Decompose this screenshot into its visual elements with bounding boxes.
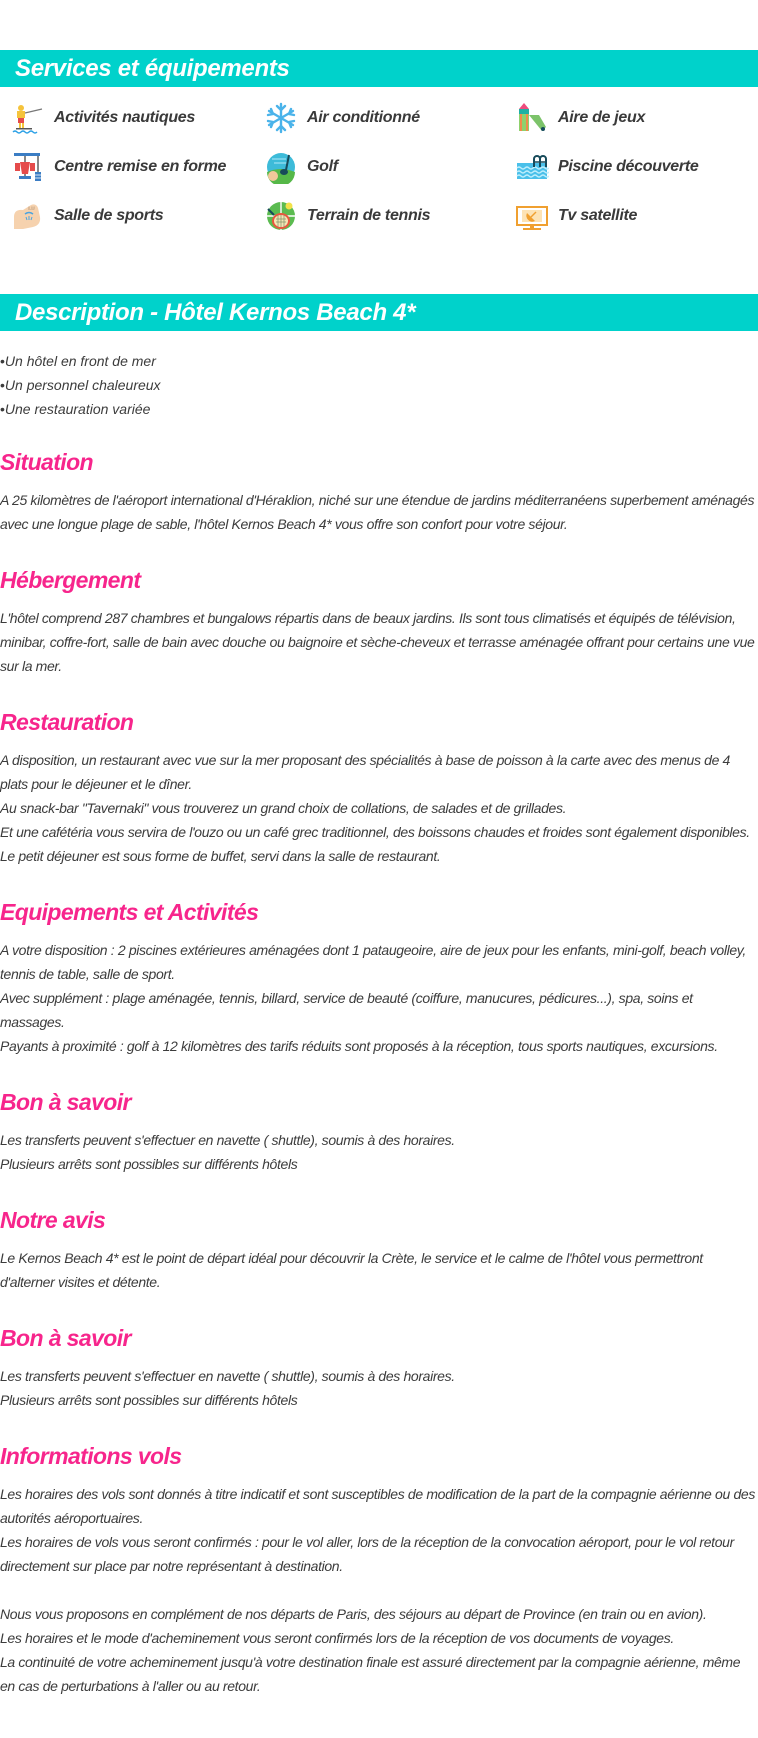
- section-good-to-know-2: [0, 1320, 758, 1412]
- section-paragraph: Les transferts peuvent s'effectuer en navette ( shuttle), soumis à des horaires.: [0, 1368, 455, 1384]
- service-label: Terrain de tennis: [307, 207, 431, 224]
- service-item-fitness-center: [0, 149, 226, 185]
- snowflake-icon: [263, 100, 299, 136]
- section-heading: Hébergement: [0, 567, 141, 593]
- section-paragraph: Nous vous proposons en complément de nos départs de Paris, des séjours au départ de Province (en train ou en avion).: [0, 1606, 707, 1622]
- service-label: Aire de jeux: [558, 109, 646, 126]
- section-paragraph: A disposition, un restaurant avec vue sur la mer proposant des spécialités à base de poisson à la carte avec des menus de 4 plats pour le déjeuner et le dîner.: [0, 752, 730, 792]
- section-paragraph: A votre disposition : 2 piscines extérieures aménagées dont 1 pataugeoire, aire de jeux pour les enfants, mini-golf, beach volley, tennis de table, salle de sport.: [0, 942, 746, 982]
- section-paragraph: Les horaires de vols vous seront confirmés : pour le vol aller, lors de la réception de la convocation aéroport, pour le vol retour directement sur place par notre représentant à destination.: [0, 1534, 734, 1574]
- section-paragraph: L'hôtel comprend 287 chambres et bungalows répartis dans de beaux jardins. Ils sont tous climatisés et équipés de télévision, minibar, coffre-fort, salle de bain avec douche ou baignoire et sèche-cheveux et terrasse aménagée offrant pour certains une vue sur la mer.: [0, 610, 755, 674]
- highlights-list: [0, 349, 161, 421]
- section-paragraph: Les transferts peuvent s'effectuer en navette ( shuttle), soumis à des horaires.: [0, 1132, 455, 1148]
- fitness-machine-icon: [10, 149, 46, 185]
- service-item-satellite-tv: [504, 198, 637, 234]
- service-item-outdoor-pool: [504, 149, 698, 185]
- section-heading: Restauration: [0, 709, 134, 735]
- section-paragraph: A 25 kilomètres de l'aéroport international d'Héraklion, niché sur une étendue de jardins méditerranéens superbement aménagés avec une longue plage de sable, l'hôtel Kernos Beach 4* vous offre son confort pour votre séjour.: [0, 492, 755, 532]
- description-section-title: Description - Hôtel Kernos Beach 4*: [0, 294, 758, 331]
- highlight-item: • Un hôtel en front de mer: [0, 349, 161, 373]
- service-item-air-conditioning: [253, 100, 420, 136]
- section-paragraph: Le Kernos Beach 4* est le point de départ idéal pour découvrir la Crète, le service et le calme de l'hôtel vous permettront d'alterner visites et détente.: [0, 1250, 703, 1290]
- section-situation: [0, 444, 758, 536]
- pool-icon: [514, 149, 550, 185]
- section-paragraph: Au snack-bar "Tavernaki" vous trouverez un grand choix de collations, de salades et de grillades.: [0, 800, 567, 816]
- service-item-gym: [0, 198, 163, 234]
- muscle-arm-icon: [10, 198, 46, 234]
- tennis-icon: [263, 198, 299, 234]
- section-facilities-activities: [0, 894, 758, 1058]
- service-item-water-activities: [0, 100, 195, 136]
- section-heading: Bon à savoir: [0, 1325, 131, 1351]
- water-ski-icon: [10, 100, 46, 136]
- section-heading: Bon à savoir: [0, 1089, 131, 1115]
- description-sections: [0, 444, 758, 1724]
- service-item-playground: [504, 100, 645, 136]
- golf-icon: [263, 149, 299, 185]
- section-good-to-know: [0, 1084, 758, 1176]
- service-item-tennis-court: [253, 198, 430, 234]
- highlight-item: • Un personnel chaleureux: [0, 373, 161, 397]
- satellite-tv-icon: [514, 198, 550, 234]
- section-heading: Informations vols: [0, 1443, 182, 1469]
- service-label: Centre remise en forme: [54, 158, 227, 175]
- section-paragraph: Plusieurs arrêts sont possibles sur différents hôtels: [0, 1156, 298, 1172]
- section-accommodation: [0, 562, 758, 678]
- section-paragraph: Les horaires des vols sont donnés à titre indicatif et sont susceptibles de modification de la part de la compagnie aérienne ou des autorités aéroportuaires.: [0, 1486, 755, 1526]
- section-heading: Situation: [0, 449, 93, 475]
- section-heading: Equipements et Activités: [0, 899, 259, 925]
- section-paragraph: Plusieurs arrêts sont possibles sur différents hôtels: [0, 1392, 298, 1408]
- section-paragraph: La continuité de votre acheminement jusqu'à votre destination finale est assuré directement par la compagnie aérienne, même en cas de perturbations à l'aller ou au retour.: [0, 1654, 741, 1694]
- services-section-title: Services et équipements: [0, 50, 758, 87]
- service-label: Activités nautiques: [54, 109, 196, 126]
- service-label: Piscine découverte: [558, 158, 699, 175]
- service-label: Salle de sports: [54, 207, 164, 224]
- service-label: Tv satellite: [558, 207, 638, 224]
- section-heading: Notre avis: [0, 1207, 106, 1233]
- highlight-item: • Une restauration variée: [0, 397, 161, 421]
- playground-slide-icon: [514, 100, 550, 136]
- service-label: Golf: [307, 158, 338, 175]
- section-paragraph: Et une cafétéria vous servira de l'ouzo ou un café grec traditionnel, des boissons chaudes et froides sont également disponibles. Le petit déjeuner est sous forme de buffet, servi dans la salle de restaurant.: [0, 824, 750, 864]
- section-paragraph: Les horaires et le mode d'acheminement vous seront confirmés lors de la réception de vos documents de voyages.: [0, 1630, 674, 1646]
- section-flight-info: [0, 1438, 758, 1698]
- section-our-opinion: [0, 1202, 758, 1294]
- service-label: Air conditionné: [307, 109, 420, 126]
- service-item-golf: [253, 149, 338, 185]
- section-paragraph: Payants à proximité : golf à 12 kilomètres des tarifs réduits sont proposés à la réception, tous sports nautiques, excursions.: [0, 1038, 718, 1054]
- section-restaurants: [0, 704, 758, 868]
- section-paragraph: Avec supplément : plage aménagée, tennis, billard, service de beauté (coiffure, manucures, pédicures...), spa, soins et massages.: [0, 990, 693, 1030]
- svg-text:ILW: ILW: [28, 206, 35, 211]
